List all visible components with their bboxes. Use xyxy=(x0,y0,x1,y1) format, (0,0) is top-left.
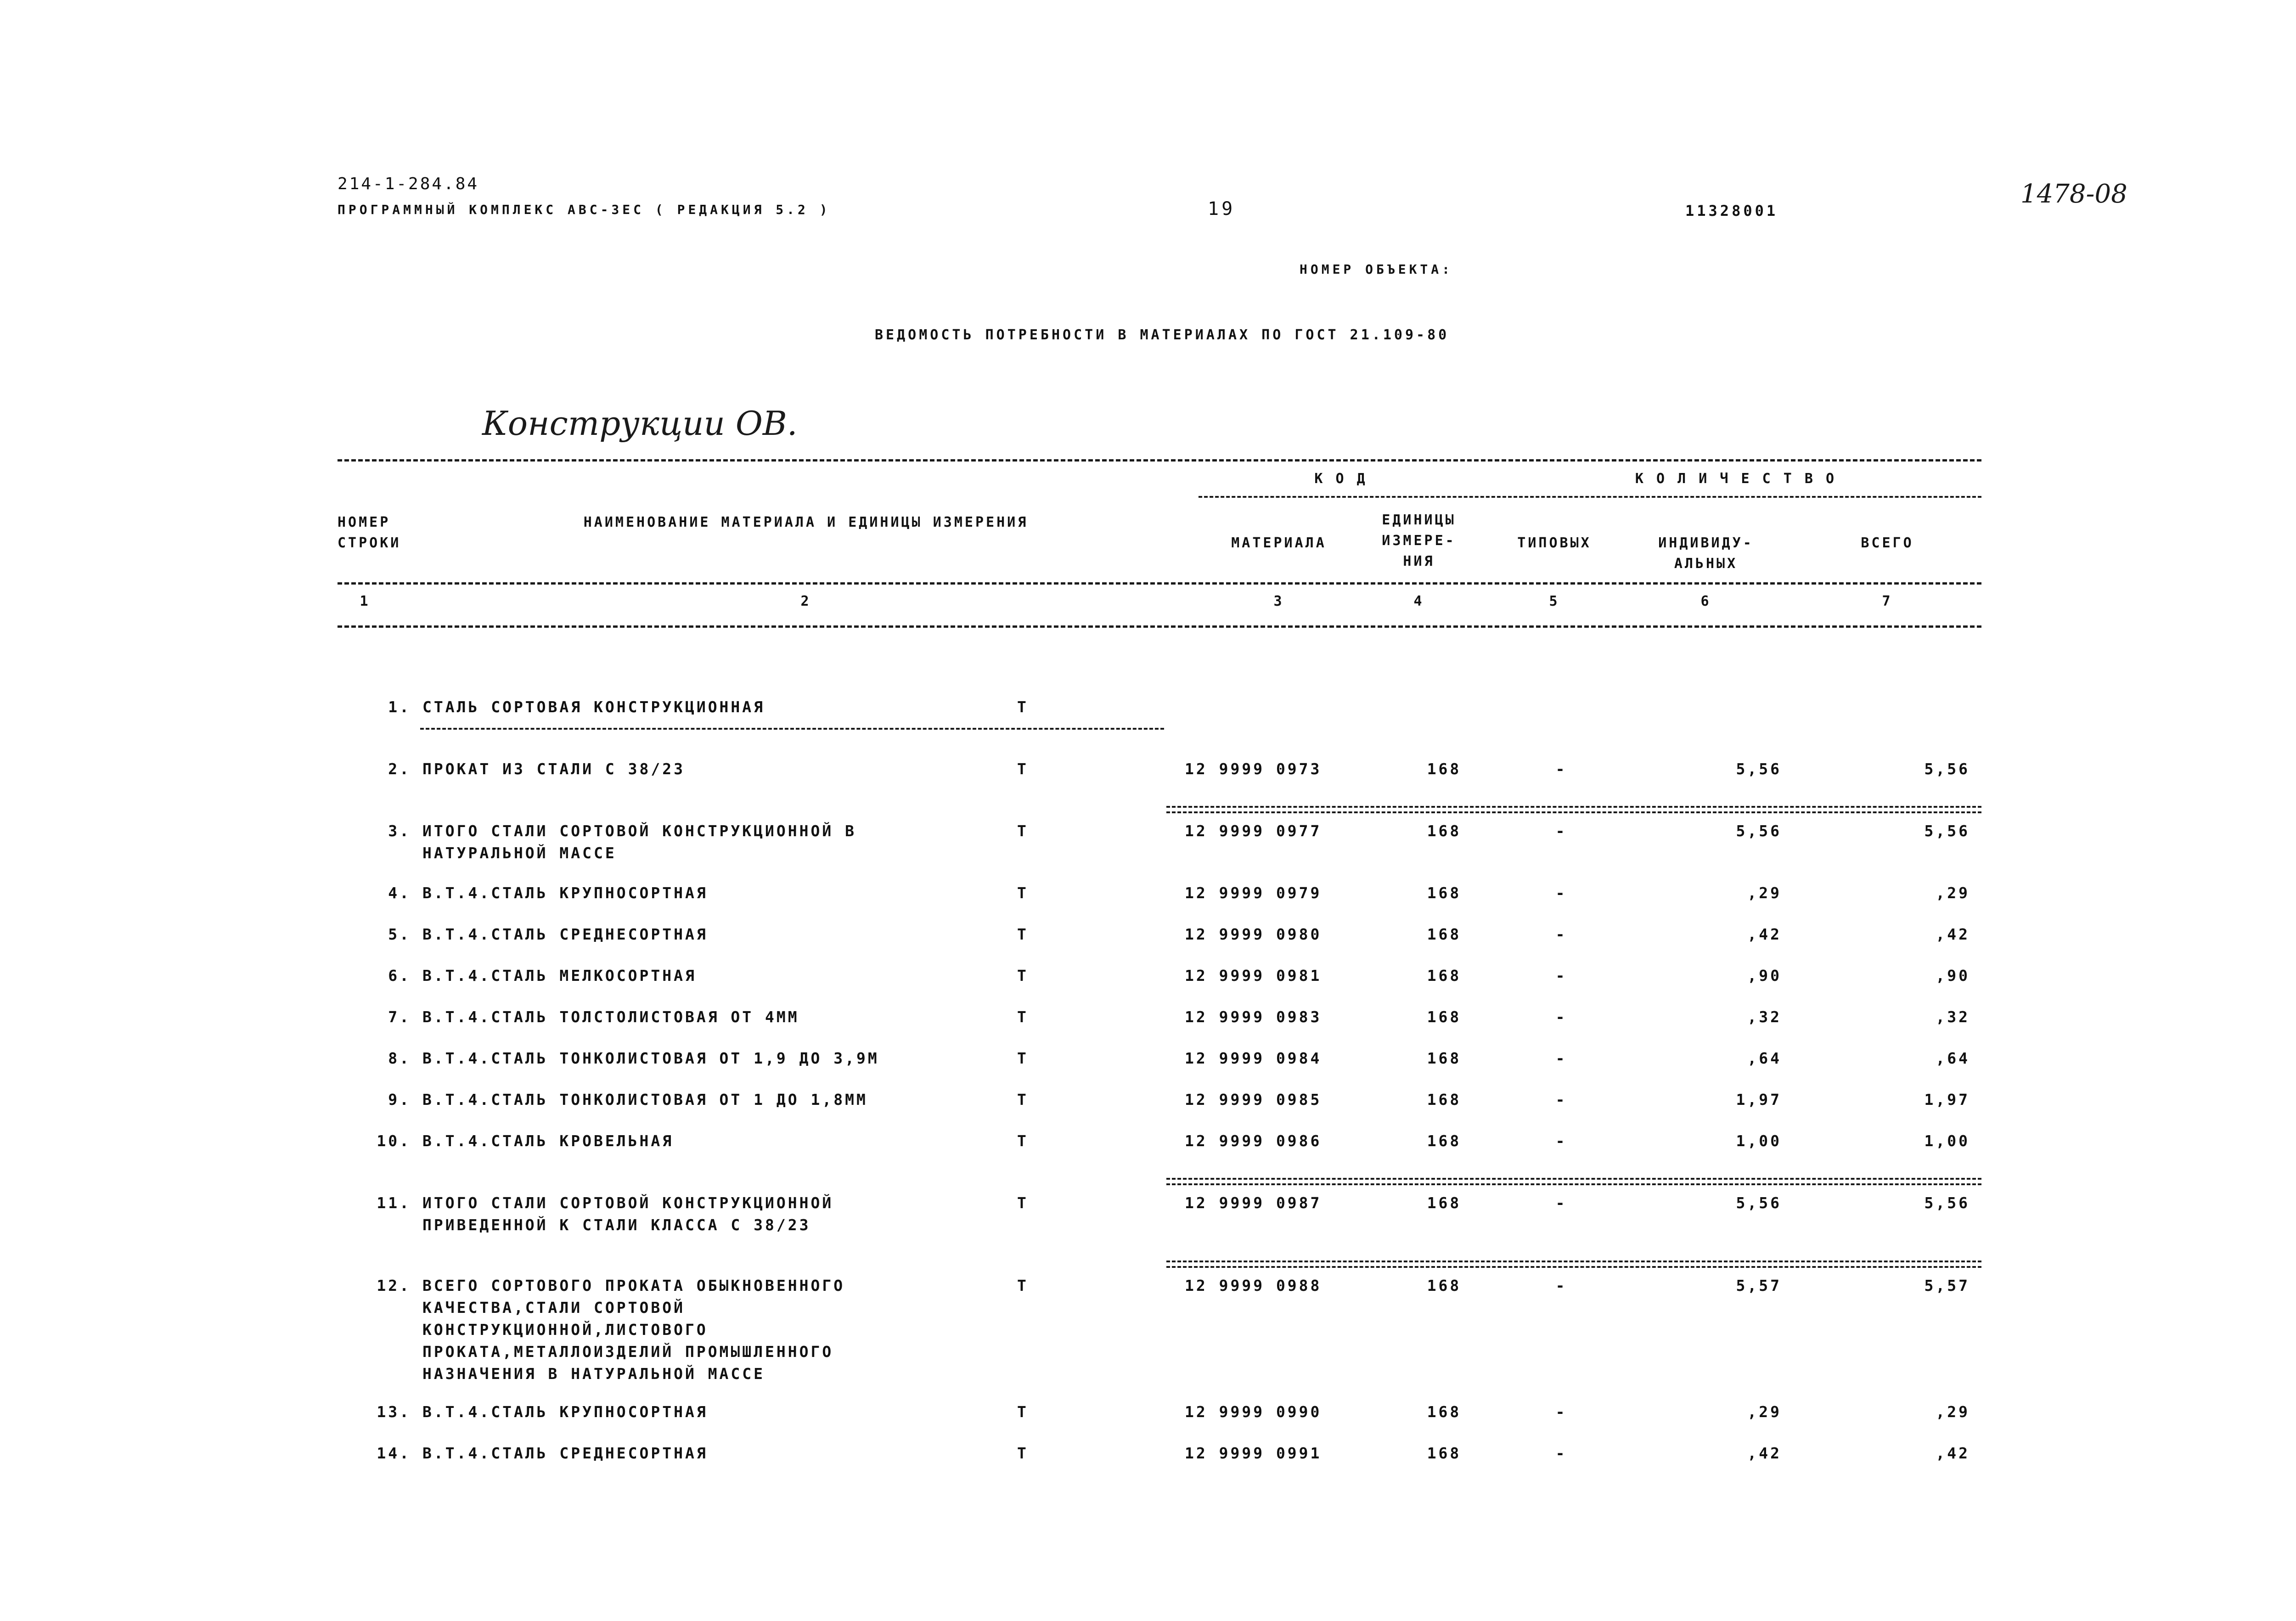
unit-code: 168 xyxy=(1427,967,1462,985)
unit-code: 168 xyxy=(1427,1444,1462,1462)
row-number-header-2: СТРОКИ xyxy=(338,535,401,551)
material-name: ВСЕГО СОРТОВОГО ПРОКАТА ОБЫКНОВЕННОГО xyxy=(422,1277,845,1295)
unit-code: 168 xyxy=(1427,1132,1462,1150)
material-name: В.Т.4.СТАЛЬ КРОВЕЛЬНАЯ xyxy=(422,1132,674,1150)
material-name-header: НАИМЕНОВАНИЕ МАТЕРИАЛА И ЕДИНИЦЫ ИЗМЕРЕНИЯ xyxy=(583,514,1029,530)
row-number: 11. xyxy=(377,1194,411,1212)
column-number: 4 xyxy=(1413,593,1424,609)
material-code: 12 9999 0987 xyxy=(1185,1194,1322,1212)
unit-of-measure: Т xyxy=(1017,698,1029,716)
material-code: 12 9999 0977 xyxy=(1185,822,1322,840)
typical-quantity: - xyxy=(1555,925,1567,943)
total-quantity: ,29 xyxy=(1936,1403,1970,1421)
individual-quantity: ,90 xyxy=(1747,967,1782,985)
typical-quantity: - xyxy=(1555,884,1567,902)
individual-quantity: 1,00 xyxy=(1736,1132,1782,1150)
document-number: 11328001 xyxy=(1685,202,1778,220)
handwritten-number: 1478-08 xyxy=(2020,179,2127,209)
typical-quantity: - xyxy=(1555,967,1567,985)
column-number: 7 xyxy=(1882,593,1893,609)
unit-code: 168 xyxy=(1427,884,1462,902)
row-number: 1. xyxy=(388,698,411,716)
unit-code: 168 xyxy=(1427,822,1462,840)
row-number: 4. xyxy=(388,884,411,902)
unit-code: 168 xyxy=(1427,1091,1462,1109)
individual-quantity: ,29 xyxy=(1747,884,1782,902)
material-name: НАТУРАЛЬНОЙ МАССЕ xyxy=(422,844,617,862)
unit-code-header: ЕДИНИЦЫ xyxy=(1382,512,1456,528)
subtotal-rule xyxy=(1166,1261,1981,1262)
material-code: 12 9999 0990 xyxy=(1185,1403,1322,1421)
unit-code-header-3: НИЯ xyxy=(1403,553,1435,569)
section-underline xyxy=(420,728,1164,730)
material-name: СТАЛЬ СОРТОВАЯ КОНСТРУКЦИОННАЯ xyxy=(422,698,765,716)
column-number: 1 xyxy=(360,593,371,609)
total-quantity: ,42 xyxy=(1936,1444,1970,1462)
subtotal-rule xyxy=(1166,1183,1981,1185)
unit-of-measure: Т xyxy=(1017,967,1029,985)
material-code: 12 9999 0988 xyxy=(1185,1277,1322,1295)
total-quantity: 1,00 xyxy=(1924,1132,1970,1150)
unit-code: 168 xyxy=(1427,1194,1462,1212)
typical-quantity: - xyxy=(1555,1091,1567,1109)
unit-of-measure: Т xyxy=(1017,1444,1029,1462)
unit-of-measure: Т xyxy=(1017,1403,1029,1421)
total-quantity: ,32 xyxy=(1936,1008,1970,1026)
material-name: В.Т.4.СТАЛЬ СРЕДНЕСОРТНАЯ xyxy=(422,925,708,943)
row-number: 12. xyxy=(377,1277,411,1295)
individual-quantity: 5,56 xyxy=(1736,1194,1782,1212)
material-name: ПРИВЕДЕННОЙ К СТАЛИ КЛАССА С 38/23 xyxy=(422,1216,811,1234)
total-quantity: 5,57 xyxy=(1924,1277,1970,1295)
typical-quantity: - xyxy=(1555,1277,1567,1295)
material-name: ПРОКАТ ИЗ СТАЛИ С 38/23 xyxy=(422,760,685,778)
unit-code-header-2: ИЗМЕРЕ- xyxy=(1382,533,1456,549)
unit-of-measure: Т xyxy=(1017,1008,1029,1026)
unit-of-measure: Т xyxy=(1017,1132,1029,1150)
subtotal-rule xyxy=(1166,811,1981,813)
individual-header-2: АЛЬНЫХ xyxy=(1674,556,1738,572)
typical-quantity: - xyxy=(1555,1444,1567,1462)
subtotal-rule xyxy=(1166,806,1981,808)
material-name: В.Т.4.СТАЛЬ ТОНКОЛИСТОВАЯ ОТ 1,9 ДО 3,9М xyxy=(422,1049,879,1067)
unit-of-measure: Т xyxy=(1017,884,1029,902)
unit-code: 168 xyxy=(1427,1008,1462,1026)
unit-of-measure: Т xyxy=(1017,925,1029,943)
material-code: 12 9999 0991 xyxy=(1185,1444,1322,1462)
typical-quantity: - xyxy=(1555,1132,1567,1150)
row-number: 6. xyxy=(388,967,411,985)
unit-of-measure: Т xyxy=(1017,1277,1029,1295)
unit-code: 168 xyxy=(1427,1049,1462,1067)
material-name: ПРОКАТА,МЕТАЛЛОИЗДЕЛИЙ ПРОМЫШЛЕННОГО xyxy=(422,1343,834,1361)
unit-of-measure: Т xyxy=(1017,760,1029,778)
subtotal-rule xyxy=(1166,1178,1981,1180)
header-bottom-rule xyxy=(338,625,1981,628)
individual-quantity: 1,97 xyxy=(1736,1091,1782,1109)
individual-quantity: ,29 xyxy=(1747,1403,1782,1421)
typical-quantity: - xyxy=(1555,1049,1567,1067)
material-code: 12 9999 0981 xyxy=(1185,967,1322,985)
unit-of-measure: Т xyxy=(1017,1194,1029,1212)
material-code: 12 9999 0973 xyxy=(1185,760,1322,778)
material-name: В.Т.4.СТАЛЬ КРУПНОСОРТНАЯ xyxy=(422,884,708,902)
typical-header: ТИПОВЫХ xyxy=(1517,535,1592,551)
quantity-group-header: К О Л И Ч Е С Т В О xyxy=(1635,471,1837,487)
row-number-header: НОМЕР xyxy=(338,514,391,530)
typical-quantity: - xyxy=(1555,1403,1567,1421)
subtotal-rule xyxy=(1166,1266,1981,1268)
material-name: В.Т.4.СТАЛЬ МЕЛКОСОРТНАЯ xyxy=(422,967,697,985)
typical-quantity: - xyxy=(1555,1008,1567,1026)
material-name: В.Т.4.СТАЛЬ ТОЛСТОЛИСТОВАЯ ОТ 4ММ xyxy=(422,1008,799,1026)
unit-of-measure: Т xyxy=(1017,1091,1029,1109)
page-number: 19 xyxy=(1208,198,1236,220)
column-number: 2 xyxy=(800,593,811,609)
material-code: 12 9999 0986 xyxy=(1185,1132,1322,1150)
material-name: КОНСТРУКЦИОННОЙ,ЛИСТОВОГО xyxy=(422,1321,708,1339)
unit-code: 168 xyxy=(1427,925,1462,943)
row-number: 8. xyxy=(388,1049,411,1067)
header-mid-rule xyxy=(338,582,1981,585)
individual-quantity: ,32 xyxy=(1747,1008,1782,1026)
material-name: ИТОГО СТАЛИ СОРТОВОЙ КОНСТРУКЦИОННОЙ xyxy=(422,1194,834,1212)
column-number: 3 xyxy=(1273,593,1284,609)
unit-of-measure: Т xyxy=(1017,1049,1029,1067)
material-name: В.Т.4.СТАЛЬ СРЕДНЕСОРТНАЯ xyxy=(422,1444,708,1462)
total-quantity: ,64 xyxy=(1936,1049,1970,1067)
material-code: 12 9999 0984 xyxy=(1185,1049,1322,1067)
code-group-header: К О Д xyxy=(1314,471,1367,487)
row-number: 9. xyxy=(388,1091,411,1109)
object-number-label: НОМЕР ОБЪЕКТА: xyxy=(1300,262,1453,277)
row-number: 3. xyxy=(388,822,411,840)
material-name: В.Т.4.СТАЛЬ ТОНКОЛИСТОВАЯ ОТ 1 ДО 1,8ММ xyxy=(422,1091,868,1109)
table-top-rule xyxy=(338,459,1981,462)
individual-quantity: 5,56 xyxy=(1736,822,1782,840)
handwritten-note: Конструкции ОВ. xyxy=(482,404,798,443)
material-code: 12 9999 0980 xyxy=(1185,925,1322,943)
individual-quantity: ,42 xyxy=(1747,925,1782,943)
row-number: 7. xyxy=(388,1008,411,1026)
individual-header: ИНДИВИДУ- xyxy=(1658,535,1754,551)
material-code-header: МАТЕРИАЛА xyxy=(1231,535,1327,551)
unit-code: 168 xyxy=(1427,1403,1462,1421)
total-header: ВСЕГО xyxy=(1861,535,1914,551)
individual-quantity: ,64 xyxy=(1747,1049,1782,1067)
material-name: КАЧЕСТВА,СТАЛИ СОРТОВОЙ xyxy=(422,1299,685,1317)
material-code: 12 9999 0983 xyxy=(1185,1008,1322,1026)
total-quantity: 5,56 xyxy=(1924,760,1970,778)
total-quantity: ,29 xyxy=(1936,884,1970,902)
unit-code: 168 xyxy=(1427,1277,1462,1295)
material-name: НАЗНАЧЕНИЯ В НАТУРАЛЬНОЙ МАССЕ xyxy=(422,1365,765,1383)
row-number: 10. xyxy=(377,1132,411,1150)
total-quantity: 1,97 xyxy=(1924,1091,1970,1109)
individual-quantity: 5,57 xyxy=(1736,1277,1782,1295)
unit-code: 168 xyxy=(1427,760,1462,778)
total-quantity: ,90 xyxy=(1936,967,1970,985)
total-quantity: 5,56 xyxy=(1924,1194,1970,1212)
material-code: 12 9999 0979 xyxy=(1185,884,1322,902)
total-quantity: ,42 xyxy=(1936,925,1970,943)
row-number: 13. xyxy=(377,1403,411,1421)
individual-quantity: 5,56 xyxy=(1736,760,1782,778)
typical-quantity: - xyxy=(1555,822,1567,840)
row-number: 2. xyxy=(388,760,411,778)
program-line: ПРОГРАММНЫЙ КОМПЛЕКС АВС-3ЕС ( РЕДАКЦИЯ 5.2 ) xyxy=(338,202,831,217)
row-number: 14. xyxy=(377,1444,411,1462)
unit-of-measure: Т xyxy=(1017,822,1029,840)
page-title: ВЕДОМОСТЬ ПОТРЕБНОСТИ В МАТЕРИАЛАХ ПО ГОСТ 21.109-80 xyxy=(875,327,1450,343)
typical-quantity: - xyxy=(1555,1194,1567,1212)
column-number: 5 xyxy=(1549,593,1560,609)
material-name: В.Т.4.СТАЛЬ КРУПНОСОРТНАЯ xyxy=(422,1403,708,1421)
column-number: 6 xyxy=(1700,593,1711,609)
material-code: 12 9999 0985 xyxy=(1185,1091,1322,1109)
total-quantity: 5,56 xyxy=(1924,822,1970,840)
code-subheader-rule xyxy=(1199,496,1981,498)
document-code: 214-1-284.84 xyxy=(338,174,479,193)
individual-quantity: ,42 xyxy=(1747,1444,1782,1462)
material-name: ИТОГО СТАЛИ СОРТОВОЙ КОНСТРУКЦИОННОЙ В xyxy=(422,822,856,840)
row-number: 5. xyxy=(388,925,411,943)
typical-quantity: - xyxy=(1555,760,1567,778)
